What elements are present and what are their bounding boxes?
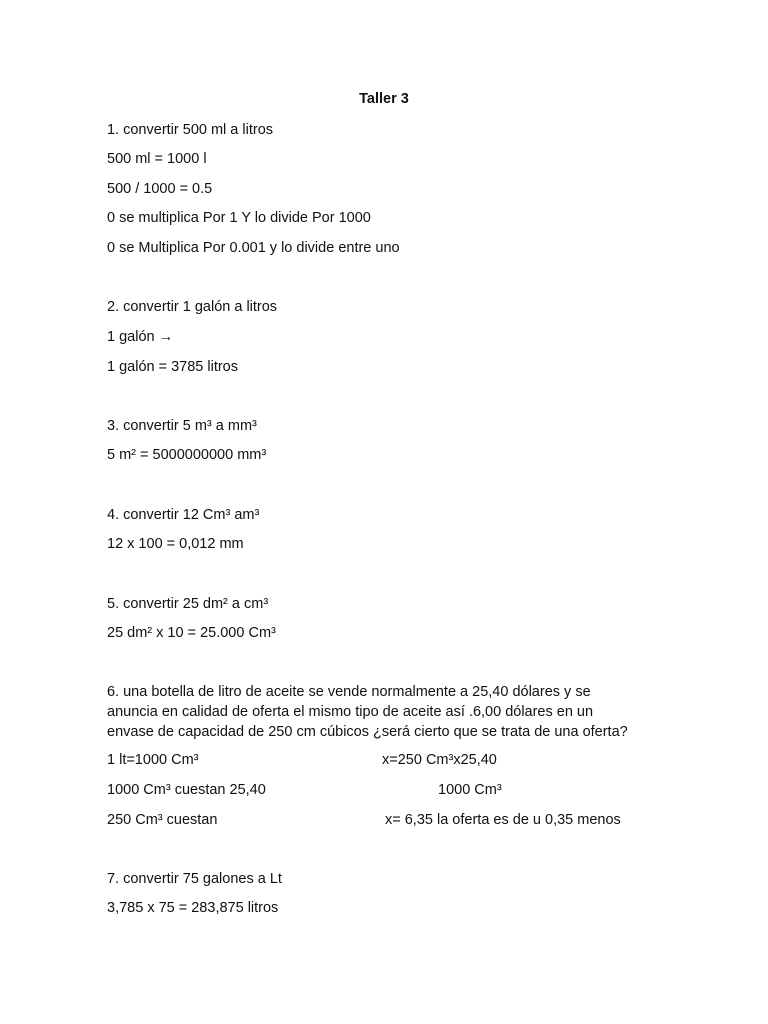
text-line: 1 galón = 3785 litros bbox=[107, 359, 238, 375]
problem-7-heading: 7. convertir 75 galones a Lt bbox=[107, 871, 282, 887]
text-line: 1000 Cm³ bbox=[438, 782, 502, 798]
text-line: x= 6,35 la oferta es de u 0,35 menos bbox=[385, 812, 621, 828]
statement-line: anuncia en calidad de oferta el mismo tipo de aceite así .6,00 dólares en un bbox=[107, 704, 594, 720]
text-line: 1 lt=1000 Cm³ bbox=[107, 752, 199, 768]
text-line: 3,785 x 75 = 283,875 litros bbox=[107, 900, 279, 916]
problem-2-heading: 2. convertir 1 galón a litros bbox=[107, 299, 278, 315]
problem-3-heading: 3. convertir 5 m³ a mm³ bbox=[107, 418, 257, 434]
text-line: 12 x 100 = 0,012 mm bbox=[107, 536, 244, 552]
page-title: Taller 3 bbox=[359, 91, 409, 107]
text-line: 500 / 1000 = 0.5 bbox=[107, 181, 213, 197]
text-line: 1000 Cm³ cuestan 25,40 bbox=[107, 782, 266, 798]
text-line: 250 Cm³ cuestan bbox=[107, 812, 218, 828]
statement-line: 6. una botella de litro de aceite se vende normalmente a 25,40 dólares y se bbox=[107, 684, 591, 700]
problem-5-heading: 5. convertir 25 dm² a cm³ bbox=[107, 596, 269, 612]
text-line: 0 se Multiplica Por 0.001 y lo divide entre uno bbox=[107, 240, 400, 256]
statement-line: envase de capacidad de 250 cm cúbicos ¿será cierto que se trata de una oferta? bbox=[107, 724, 628, 740]
text-line: 1 galón → bbox=[107, 329, 174, 345]
problem-1-heading: 1. convertir 500 ml a litros bbox=[107, 122, 274, 138]
text-line: x=250 Cm³x25,40 bbox=[382, 752, 497, 768]
text-line: 0 se multiplica Por 1 Y lo divide Por 1000 bbox=[107, 210, 371, 226]
text-line: 5 m² = 5000000000 mm³ bbox=[107, 447, 267, 463]
text-line: 500 ml = 1000 l bbox=[107, 151, 207, 167]
problem-4-heading: 4. convertir 12 Cm³ am³ bbox=[107, 507, 260, 523]
text-line: 25 dm² x 10 = 25.000 Cm³ bbox=[107, 625, 276, 641]
problem-6-statement bbox=[107, 682, 667, 742]
